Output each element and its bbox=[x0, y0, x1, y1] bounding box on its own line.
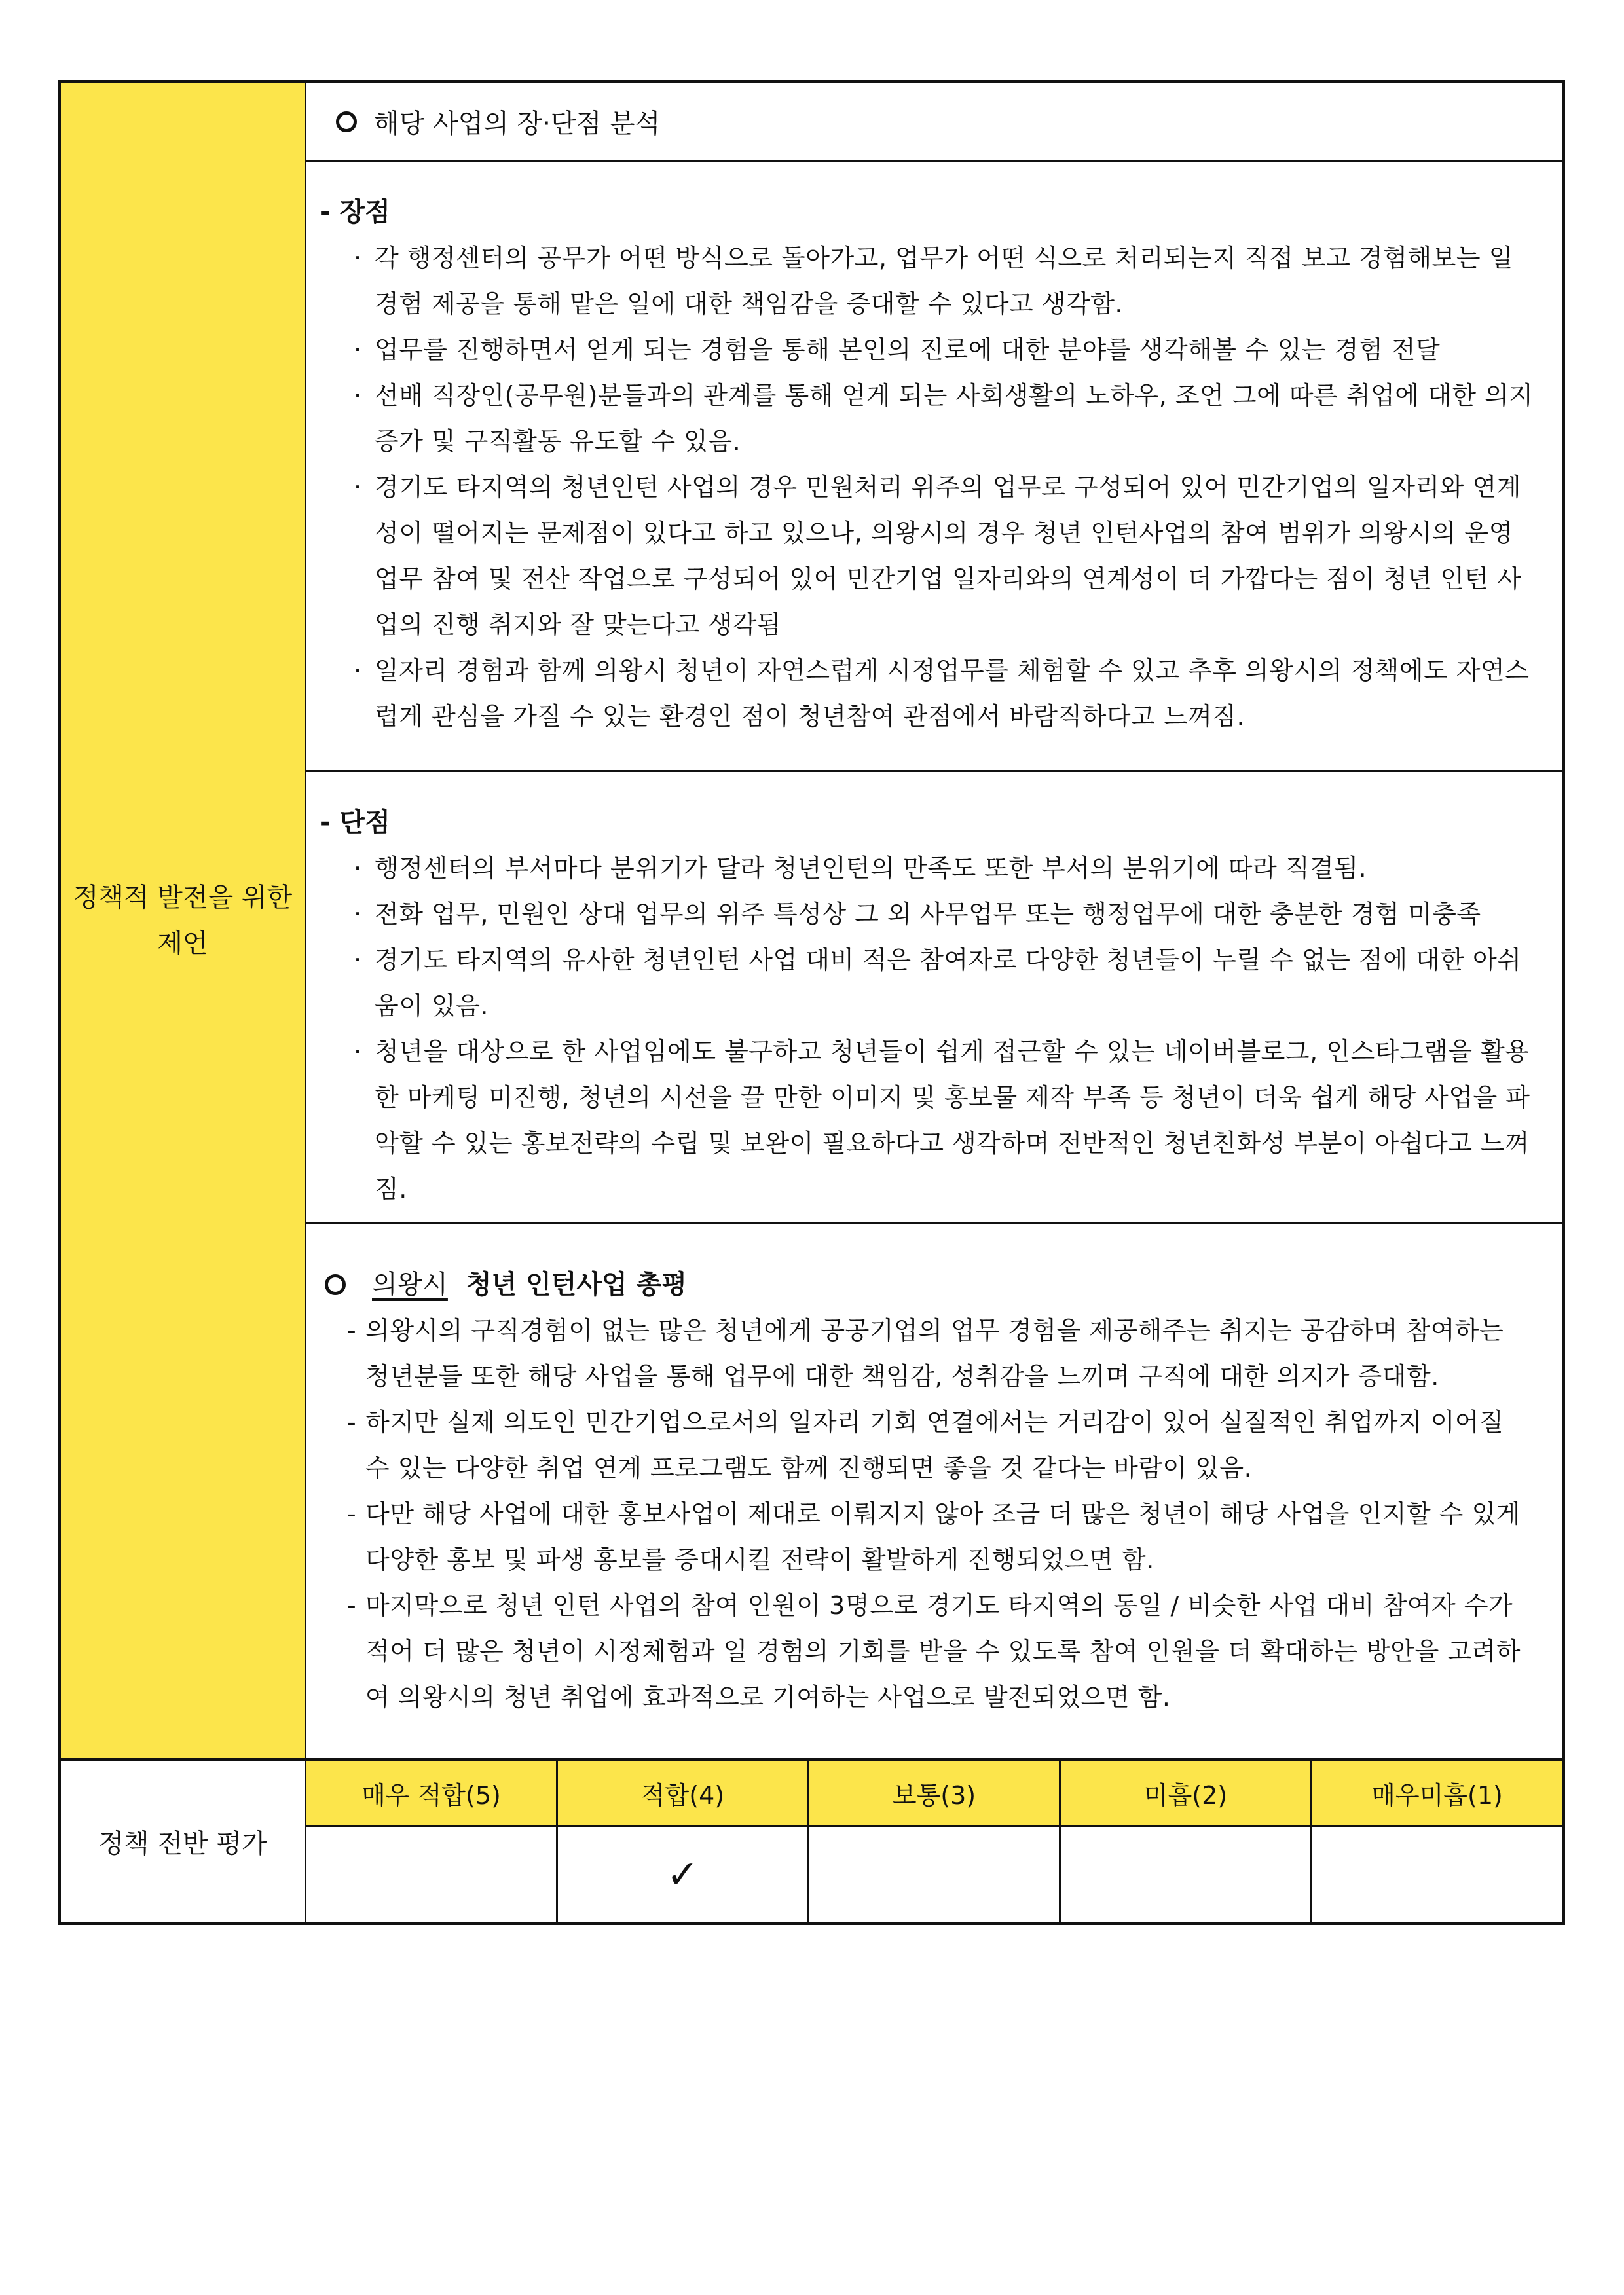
summary-list bbox=[320, 1308, 1536, 1720]
cons-item: · 행정센터의 부서마다 분위기가 달라 청년인턴의 만족도 또한 부서의 분위기에 따라 직결됨. bbox=[354, 854, 1367, 883]
proposal-label-cell bbox=[61, 83, 306, 1758]
rating-cell-good[interactable] bbox=[558, 1827, 809, 1922]
rating-header-very-poor: 매우미흡(1) bbox=[1371, 1781, 1503, 1810]
cons-list bbox=[320, 845, 1536, 1212]
evaluation-label-cell bbox=[61, 1758, 306, 1922]
rating-cell-poor[interactable] bbox=[1061, 1827, 1312, 1922]
evaluation-value-row bbox=[306, 1827, 1562, 1922]
cons-heading: - 단점 bbox=[320, 807, 390, 837]
summary-item: - 마지막으로 청년 인턴 사업의 참여 인원이 3명으로 경기도 타지역의 동일 / 비슷한 사업 대비 참여자 수가 적어 더 많은 청년이 시정체험과 일 경험의 기회를 받을 수 있도록 참여 인원을 더 확대하는 방안을 고려하여 의왕시의 청년 취업에 효과적으로 기여하는 사업으로 발전되었으면 함. bbox=[347, 1591, 1521, 1712]
pros-item: · 선배 직장인(공무원)분들과의 관계를 통해 얻게 되는 사회생활의 노하우, 조언 그에 따른 취업에 대한 의지 증가 및 구직활동 유도할 수 있음. bbox=[354, 381, 1534, 456]
circle-bullet-icon bbox=[336, 111, 357, 132]
summary-section bbox=[306, 1224, 1562, 1758]
cons-item: · 청년을 대상으로 한 사업임에도 불구하고 청년들이 쉽게 접근할 수 있는 네이버블로그, 인스타그램을 활용한 마케팅 미진행, 청년의 시선을 끌 만한 이미지 및 홍보물 제작 부족 등 청년이 더욱 쉽게 해당 사업을 파악할 수 있는 홍보전략의 수립 및 보완이 필요하다고 생각하며 전반적인 청년친화성 부분이 아쉽다고 느껴짐. bbox=[354, 1037, 1530, 1203]
pros-section bbox=[306, 162, 1562, 772]
pros-list bbox=[320, 235, 1536, 739]
evaluation-table bbox=[306, 1758, 1562, 1922]
pros-item: · 각 행정센터의 공무가 어떤 방식으로 돌아가고, 업무가 어떤 식으로 처리되는지 직접 보고 경험해보는 일 경험 제공을 통해 맡은 일에 대한 책임감을 증대할 수 있다고 생각함. bbox=[354, 244, 1513, 318]
pros-heading: - 장점 bbox=[320, 197, 390, 227]
pros-item: · 일자리 경험과 함께 의왕시 청년이 자연스럽게 시정업무를 체험할 수 있고 추후 의왕시의 정책에도 자연스럽게 관심을 가질 수 있는 환경인 점이 청년참여 관점에서 바람직하다고 느껴짐. bbox=[354, 656, 1530, 731]
proposal-content bbox=[306, 83, 1562, 1758]
proposal-label-line2: 제언 bbox=[157, 928, 208, 959]
cons-section bbox=[306, 772, 1562, 1224]
proposal-label-line1: 정책적 발전을 위한 bbox=[73, 883, 293, 913]
evaluation-form bbox=[58, 80, 1565, 1925]
summary-item: - 다만 해당 사업에 대한 홍보사업이 제대로 이뤄지지 않아 조금 더 많은 청년이 해당 사업을 인지할 수 있게 다양한 홍보 및 파생 홍보를 증대시킬 전략이 활발하게 진행되었으면 함. bbox=[347, 1499, 1521, 1574]
checkmark-icon: ✓ bbox=[666, 1851, 699, 1898]
rating-cell-very-poor[interactable] bbox=[1312, 1827, 1562, 1922]
summary-title bbox=[320, 1262, 1536, 1308]
rating-cell-very-good[interactable] bbox=[306, 1827, 558, 1922]
summary-item: - 의왕시의 구직경험이 없는 많은 청년에게 공공기업의 업무 경험을 제공해주는 취지는 공감하며 참여하는 청년분들 또한 해당 사업을 통해 업무에 대한 책임감, 성취감을 느끼며 구직에 대한 의지가 증대함. bbox=[347, 1316, 1504, 1391]
rating-header-average: 보통(3) bbox=[809, 1761, 1061, 1825]
rating-header-very-good: 매우 적합(5) bbox=[306, 1761, 558, 1825]
cons-item: · 전화 업무, 민원인 상대 업무의 위주 특성상 그 외 사무업무 또는 행정업무에 대한 충분한 경험 미충족 bbox=[354, 900, 1481, 928]
evaluation-header-row bbox=[306, 1761, 1562, 1827]
circle-bullet-icon bbox=[325, 1274, 346, 1295]
rating-cell-average[interactable] bbox=[809, 1827, 1061, 1922]
summary-item: - 하지만 실제 의도인 민간기업으로서의 일자리 기회 연결에서는 거리감이 있어 실질적인 취업까지 이어질 수 있는 다양한 취업 연계 프로그램도 함께 진행되면 좋을 것 같다는 바람이 있음. bbox=[347, 1408, 1504, 1482]
pros-item: · 업무를 진행하면서 얻게 되는 경험을 통해 본인의 진로에 대한 분야를 생각해볼 수 있는 경험 전달 bbox=[354, 335, 1441, 364]
pros-item: · 경기도 타지역의 청년인턴 사업의 경우 민원처리 위주의 업무로 구성되어 있어 민간기업의 일자리와 연계성이 떨어지는 문제점이 있다고 하고 있으나, 의왕시의 경우 청년 인턴사업의 참여 범위가 의왕시의 운영업무 참여 및 전산 작업으로 구성되어 있어 민간기업 일자리와의 연계성이 더 가깝다는 점이 청년 인턴 사업의 진행 취지와 잘 맞는다고 생각됨 bbox=[354, 473, 1522, 639]
rating-header-good: 적합(4) bbox=[558, 1761, 809, 1825]
summary-title-text: 청년 인턴사업 총평 bbox=[466, 1270, 687, 1300]
evaluation-label: 정책 전반 평가 bbox=[98, 1829, 267, 1859]
analysis-title-row bbox=[306, 83, 1562, 162]
summary-city: 의왕시 bbox=[372, 1270, 448, 1300]
cons-item: · 경기도 타지역의 유사한 청년인턴 사업 대비 적은 참여자로 다양한 청년들이 누릴 수 없는 점에 대한 아쉬움이 있음. bbox=[354, 946, 1522, 1020]
rating-header-poor: 미흡(2) bbox=[1061, 1761, 1312, 1825]
analysis-title: 해당 사업의 장·단점 분석 bbox=[374, 109, 661, 139]
